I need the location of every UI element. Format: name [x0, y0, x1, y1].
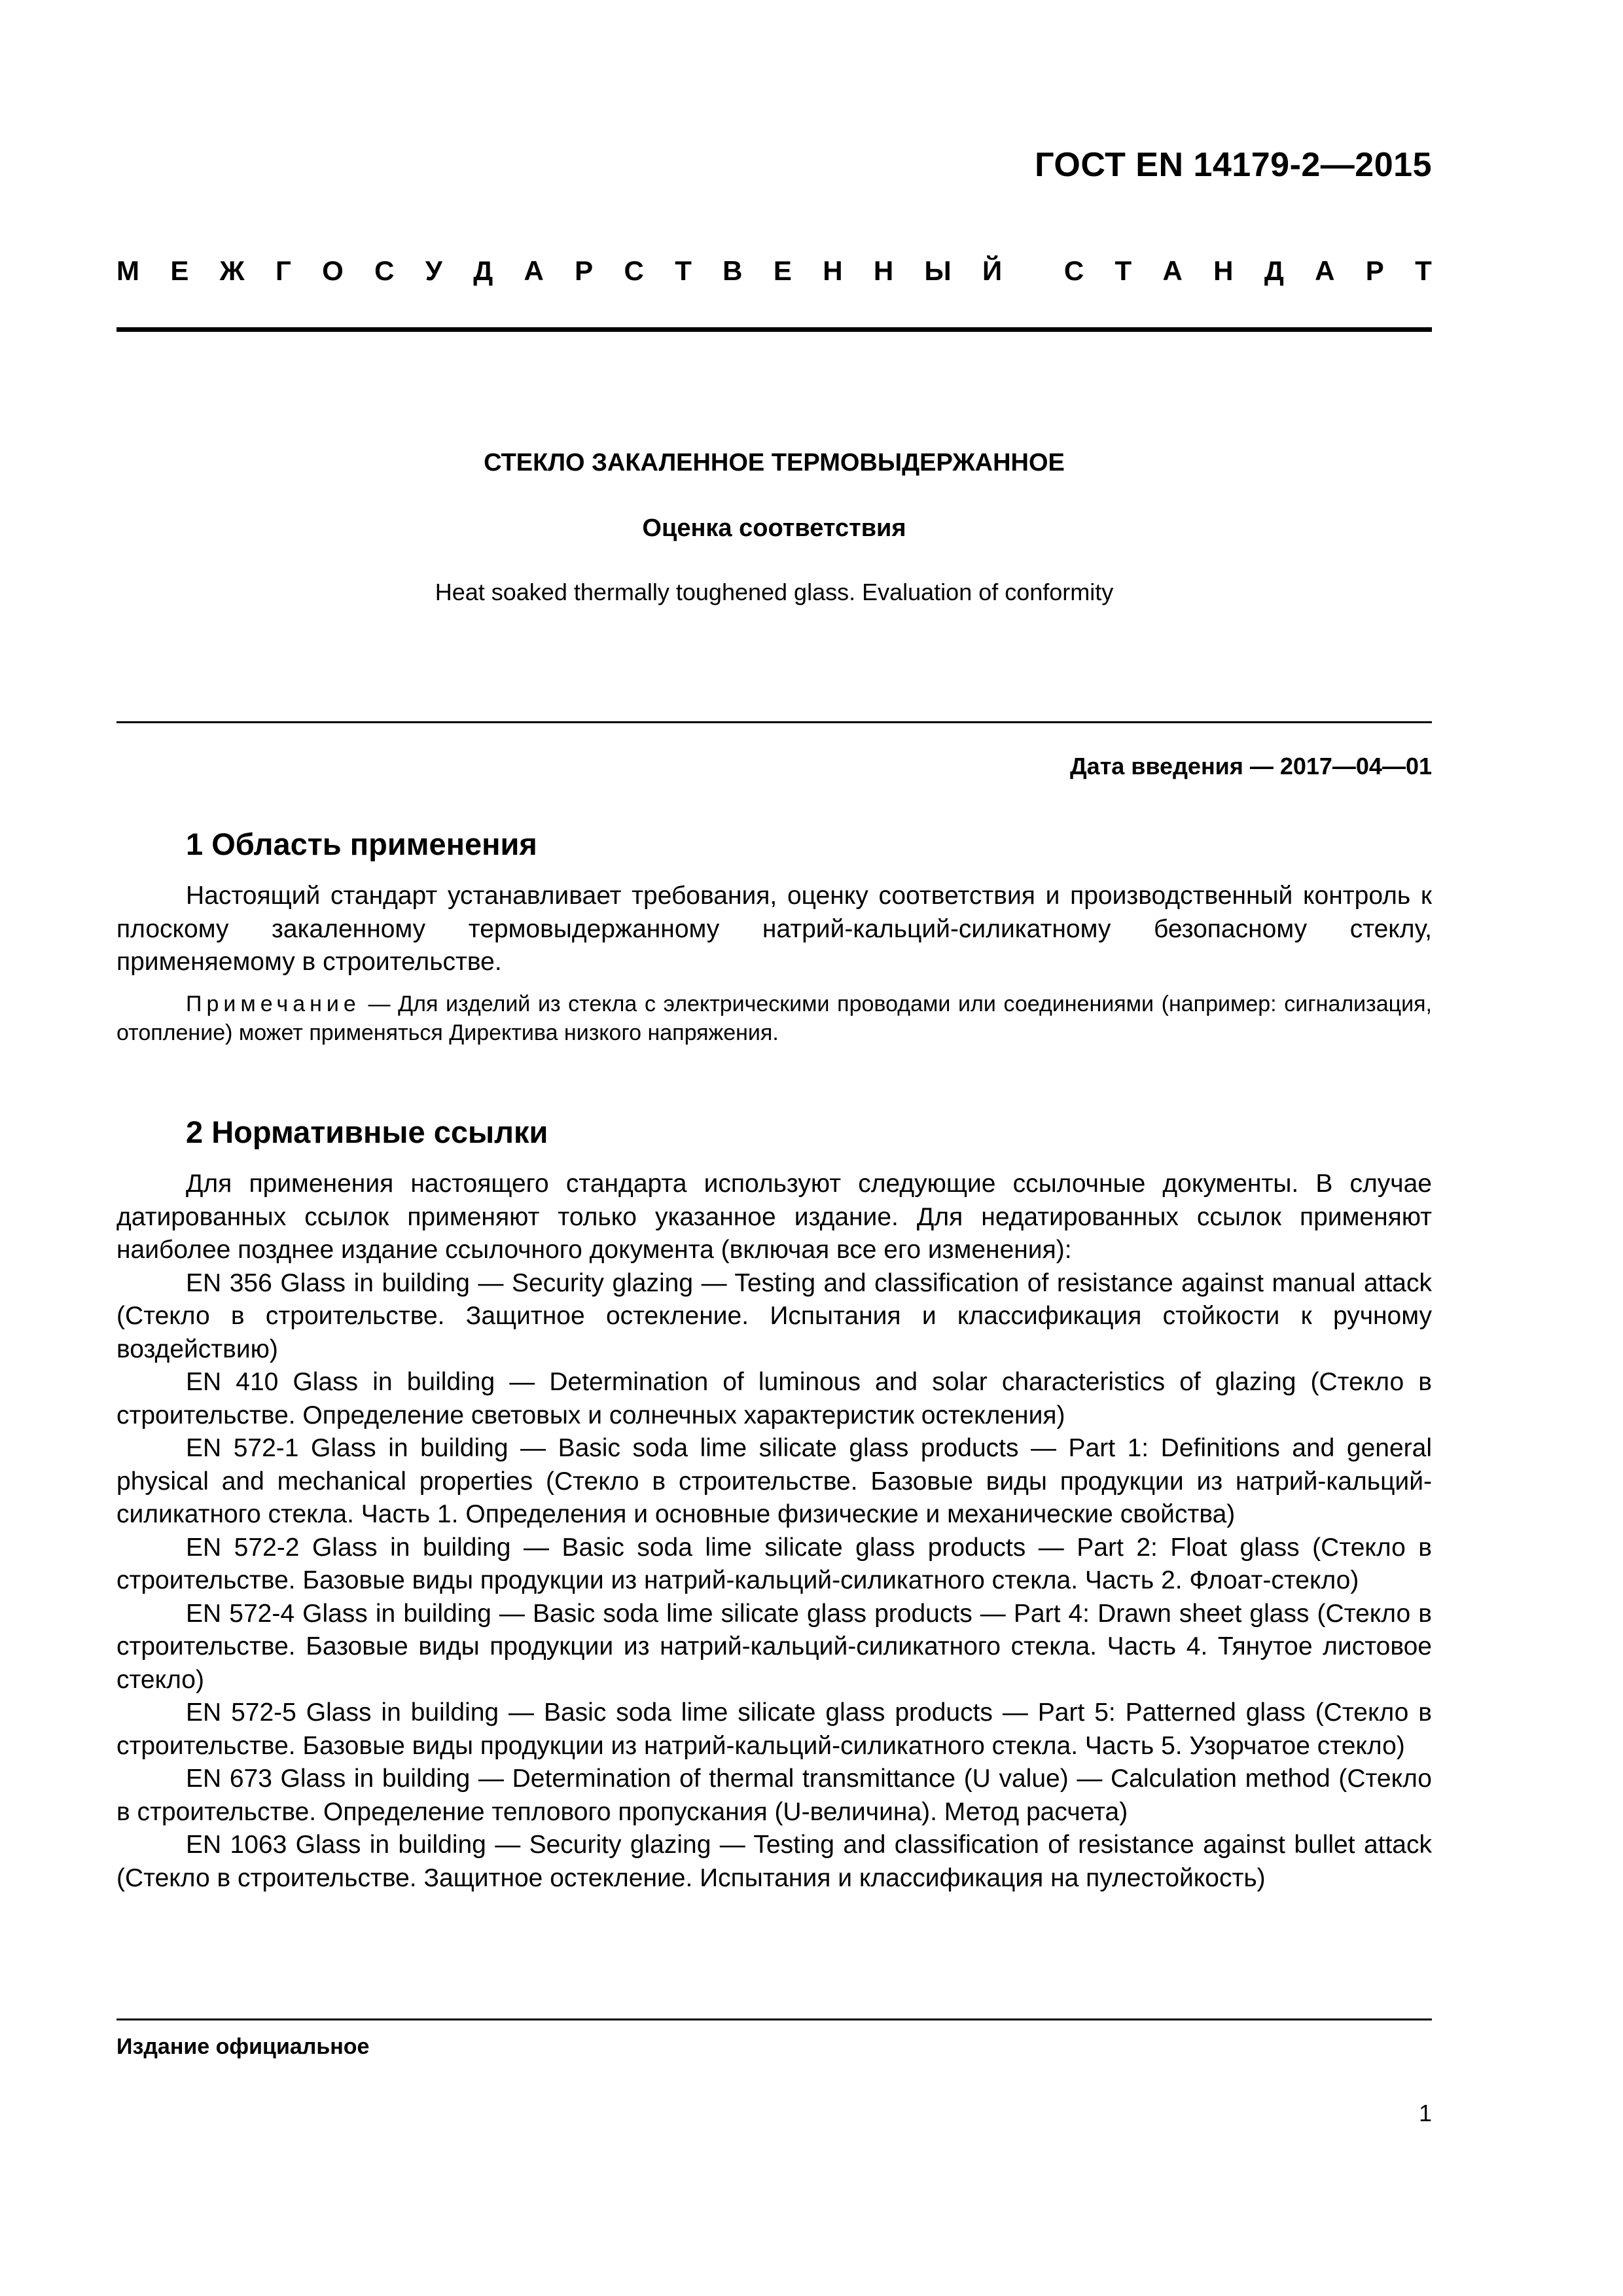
section-1-note: [116, 990, 1432, 1047]
banner-letter: Д: [473, 255, 493, 286]
banner-letter: Т: [1115, 255, 1132, 286]
document-title-english: Heat soaked thermally toughened glass. Evaluation of conformity: [435, 579, 1114, 605]
banner-letter: Г: [275, 255, 291, 286]
introduction-date: Дата введения — 2017—04—01: [1069, 753, 1432, 780]
document-title: СТЕКЛО ЗАКАЛЕННОЕ ТЕРМОВЫДЕРЖАННОЕ: [484, 449, 1065, 476]
banner-letter: Т: [1415, 255, 1432, 286]
banner-letter: А: [524, 255, 544, 286]
title-rule: [116, 721, 1432, 723]
interstate-standard-banner: [116, 255, 1432, 287]
banner-letter: С: [624, 255, 644, 286]
reference-entry: EN 410 Glass in building — Determination of luminous and solar characteristics of glazing (Стекло в строительстве. Определение световых и солнечных характеристик остекления): [116, 1368, 1432, 1429]
section-1-heading: 1 Область применения: [186, 827, 537, 861]
reference-entry: EN 572-4 Glass in building — Basic soda lime silicate glass products — Part 4: Drawn sheet glass (Стекло в строительстве. Базовые виды продукции из натрий-кальций-силикатного стекла. Часть 4. Тянутое листовое стекло): [116, 1599, 1432, 1694]
note-text: — Для изделий из стекла с электрическими проводами или соединениями (например: сигнализация, отопление) может применяться Директива низкого напряжения.: [116, 991, 1432, 1045]
reference-entry: EN 673 Glass in building — Determination of thermal transmittance (U value) — Calculation method (Стекло в строительстве. Определение теплового пропускания (U-величина). Метод расчета): [116, 1765, 1432, 1826]
banner-letter: Ж: [219, 255, 245, 286]
section-2-paragraph: Для применения настоящего стандарта используют следующие ссылочные документы. В случае датированных ссылок применяют только указанное издание. Для недатированных ссылок применяют наиболее позднее издание ссылочного документа (включая все его изменения):: [116, 1170, 1432, 1264]
banner-letter: Е: [170, 255, 189, 286]
banner-letter: Е: [773, 255, 792, 286]
reference-entry: EN 1063 Glass in building — Security glazing — Testing and classification of resistance against bullet attack (Стекло в строительстве. Защитное остекление. Испытания и классификация на пулестойкость): [116, 1831, 1432, 1892]
reference-entry: EN 356 Glass in building — Security glazing — Testing and classification of resistance against manual attack (Стекло в строительстве. Защитное остекление. Испытания и классификация стойкости к ручному воздействию): [116, 1268, 1432, 1363]
section-1-paragraph: Настоящий стандарт устанавливает требования, оценку соответствия и производственный контроль к плоскому закаленному термовыдержанному натрий-кальций-силикатному безопасному стеклу, применяемому в строительстве.: [116, 882, 1432, 976]
standard-designation: ГОСТ EN 14179-2—2015: [1035, 146, 1432, 184]
banner-letter: Н: [823, 255, 843, 286]
banner-letter: Й: [982, 255, 1003, 286]
footer-rule: [116, 2018, 1432, 2020]
banner-letter: С: [1063, 255, 1084, 286]
section-2-body: [116, 1168, 1432, 1895]
document-subtitle: Оценка соответствия: [642, 514, 906, 542]
normative-references-list: [116, 1267, 1432, 1895]
banner-letter: О: [322, 255, 344, 286]
official-edition-label: Издание официальное: [116, 2034, 370, 2059]
banner-letter: А: [1162, 255, 1183, 286]
banner-letter: Ы: [924, 255, 952, 286]
banner-letter: Н: [1213, 255, 1234, 286]
banner-letter: У: [425, 255, 442, 286]
banner-letter: Д: [1264, 255, 1284, 286]
banner-letter: А: [1315, 255, 1335, 286]
banner-letter: Р: [575, 255, 594, 286]
reference-entry: EN 572-1 Glass in building — Basic soda lime silicate glass products — Part 1: Definitions and general physical and mechanical properties (Стекло в строительстве. Базовые виды продукции из натрий-кальций-силикатного стекла. Часть 1. Определения и основные физические и механические свойства): [116, 1434, 1432, 1528]
banner-letter: Р: [1365, 255, 1384, 286]
page-number: 1: [1418, 2100, 1432, 2126]
banner-letter: Т: [675, 255, 692, 286]
note-label: Примечание: [186, 991, 361, 1016]
banner-letter: М: [116, 255, 139, 286]
reference-entry: EN 572-2 Glass in building — Basic soda lime silicate glass products — Part 2: Float glass (Стекло в строительстве. Базовые виды продукции из натрий-кальций-силикатного стекла. Часть 2. Флоат-стекло): [116, 1533, 1432, 1594]
reference-entry: EN 572-5 Glass in building — Basic soda lime silicate glass products — Part 5: Patterned glass (Стекло в строительстве. Базовые виды продукции из натрий-кальций-силикатного стекла. Часть 5. Узорчатое стекло): [116, 1698, 1432, 1760]
section-1-body: [116, 880, 1432, 1047]
banner-letter: С: [374, 255, 395, 286]
banner-letter: В: [722, 255, 743, 286]
section-2-heading: 2 Нормативные ссылки: [186, 1115, 548, 1149]
header-rule: [116, 327, 1432, 332]
banner-letter: Н: [873, 255, 894, 286]
